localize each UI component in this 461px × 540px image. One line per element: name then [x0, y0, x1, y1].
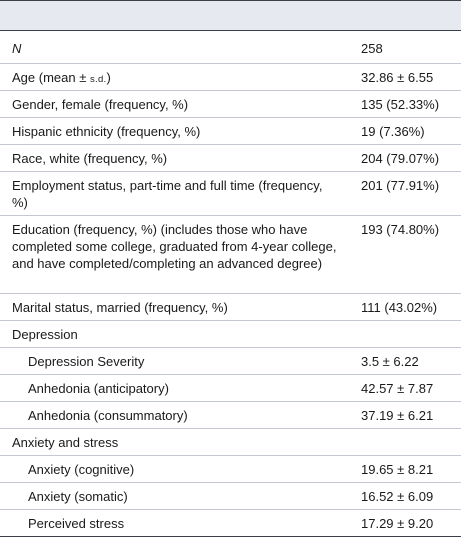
- table-row: [0, 348, 461, 375]
- row-value: 37.19 ± 6.21: [361, 408, 434, 423]
- section-label: Depression: [12, 327, 78, 342]
- row-value: 19.65 ± 8.21: [361, 462, 434, 477]
- row-label: Anhedonia (consummatory): [28, 408, 188, 423]
- table-header: [0, 0, 461, 31]
- row-label: Marital status, married (frequency, %): [12, 300, 228, 315]
- row-value: 258: [361, 41, 383, 56]
- row-value: 3.5 ± 6.22: [361, 354, 419, 369]
- section-row-depression: [0, 321, 461, 348]
- row-value: 201 (77.91%): [361, 178, 440, 193]
- row-value: 32.86 ± 6.55: [361, 70, 434, 85]
- row-value: [347, 434, 461, 455]
- row-label-text-end: ): [106, 70, 111, 85]
- table-row: [0, 145, 461, 172]
- row-value: 19 (7.36%): [361, 124, 425, 139]
- row-value: 42.57 ± 7.87: [361, 381, 434, 396]
- row-label: N: [12, 41, 22, 56]
- row-value: [347, 326, 461, 347]
- row-label: Education (frequency, %) (includes those who have completed some college, graduated from 4-year college, and have completed/completing an advanced degree): [12, 222, 337, 271]
- section-label: Anxiety and stress: [12, 435, 119, 450]
- row-value: 16.52 ± 6.09: [361, 489, 434, 504]
- row-value: 135 (52.33%): [361, 97, 440, 112]
- table-row: [0, 216, 461, 294]
- table-row: [0, 172, 461, 216]
- row-label-smallcaps: s.d.: [89, 74, 107, 85]
- row-value: 193 (74.80%): [361, 222, 440, 237]
- table-row: [0, 64, 461, 91]
- row-label: Anxiety (cognitive): [28, 462, 135, 477]
- row-value: 111 (43.02%): [361, 300, 438, 315]
- table-row: [0, 118, 461, 145]
- row-label: Anhedonia (anticipatory): [28, 381, 169, 396]
- row-label-text: Age (mean ±: [12, 70, 90, 85]
- row-label: Race, white (frequency, %): [12, 151, 168, 166]
- row-value: 204 (79.07%): [361, 151, 440, 166]
- row-label: [0, 69, 347, 90]
- table-row: [0, 456, 461, 483]
- table-row: [0, 91, 461, 118]
- table-row: [0, 375, 461, 402]
- row-label: Anxiety (somatic): [28, 489, 128, 504]
- row-label: Gender, female (frequency, %): [12, 97, 189, 112]
- row-label: Hispanic ethnicity (frequency, %): [12, 124, 201, 139]
- row-label: Depression Severity: [28, 354, 145, 369]
- row-value: 17.29 ± 9.20: [361, 516, 434, 531]
- row-label: Perceived stress: [28, 516, 125, 531]
- section-row-anxiety-stress: [0, 429, 461, 456]
- table-row: [0, 402, 461, 429]
- table-row: [0, 483, 461, 510]
- row-label: Employment status, part-time and full time (frequency, %): [12, 178, 323, 210]
- table-row: [0, 31, 461, 64]
- table-row: [0, 294, 461, 321]
- table-row: [0, 510, 461, 537]
